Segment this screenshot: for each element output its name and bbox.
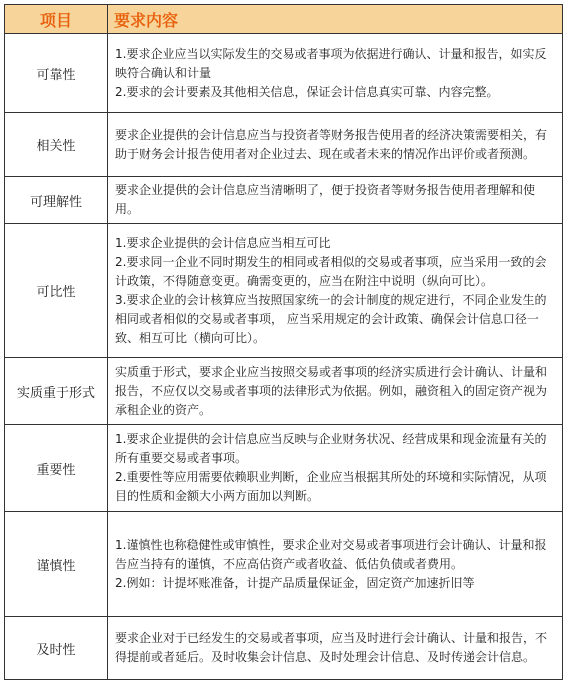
row-content xyxy=(108,34,563,113)
row-label: 及时性 xyxy=(5,617,108,680)
row-content xyxy=(108,113,563,177)
content-line: 3.要求企业的会计核算应当按照国家统一的会计制度的规定进行，不同企业发生的相同或者相似的交易或者事项， 应当采用规定的会计政策、确保会计信息口径一致、相互可比（横向可比）。 xyxy=(115,292,547,345)
table-row xyxy=(5,358,563,425)
content-line: 2.要求的会计要素及其他相关信息，保证会计信息真实可靠、内容完整。 xyxy=(115,84,499,99)
table-row xyxy=(5,512,563,617)
row-label: 可理解性 xyxy=(5,177,108,224)
row-content xyxy=(108,512,563,617)
content-line: 1.谨慎性也称稳健性或审慎性，要求企业对交易或者事项进行会计确认、计量和报告应当持有的谨慎，不应高估资产或者收益、低估负债或者费用。 xyxy=(115,537,547,571)
content-line: 1.要求企业提供的会计信息应当相互可比 xyxy=(115,235,331,250)
row-label: 可靠性 xyxy=(5,34,108,113)
row-label: 实质重于形式 xyxy=(5,358,108,425)
row-label: 谨慎性 xyxy=(5,512,108,617)
row-label: 重要性 xyxy=(5,425,108,512)
content-line: 要求企业提供的会计信息应当与投资者等财务报告使用者的经济决策需要相关，有助于财务会计报告使用者对企业过去、现在或者未来的情况作出评价或者预测。 xyxy=(115,127,548,161)
table-row xyxy=(5,425,563,512)
header-content: 要求内容 xyxy=(108,5,563,34)
row-label: 可比性 xyxy=(5,224,108,358)
content-line: 1.要求企业提供的会计信息应当反映与企业财务状况、经营成果和现金流量有关的所有重要交易或者事项。 xyxy=(115,432,547,465)
table-header-row xyxy=(5,5,563,34)
content-line: 1.要求企业应当以实际发生的交易或者事项为依据进行确认、计量和报告，如实反映符合确认和计量 xyxy=(115,46,547,80)
content-line: 2.重要性等应用需要依赖职业判断，企业应当根据其所处的环境和实际情况，从项目的性质和金额大小两方面加以判断。 xyxy=(115,470,547,503)
accounting-requirements-table xyxy=(4,4,563,680)
row-content xyxy=(108,177,563,224)
row-label: 相关性 xyxy=(5,113,108,177)
content-line: 实质重于形式，要求企业应当按照交易或者事项的经济实质进行会计确认、计量和报告，不应仅以交易或者事项的法律形式为依据。例如，融资租入的固定资产视为承租企业的资产。 xyxy=(115,364,548,417)
content-line: 2.例如：计提坏账准备，计提产品质量保证金，固定资产加速折旧等 xyxy=(115,575,475,590)
content-line: 要求企业对于已经发生的交易或者事项，应当及时进行会计确认、计量和报告，不得提前或者延后。及时收集会计信息、及时处理会计信息、及时传递会计信息。 xyxy=(115,631,548,664)
requirements-table-container xyxy=(4,4,562,680)
table-row xyxy=(5,177,563,224)
row-content xyxy=(108,617,563,680)
content-line: 要求企业提供的会计信息应当清晰明了，便于投资者等财务报告使用者理解和使用。 xyxy=(115,183,536,216)
table-row xyxy=(5,34,563,113)
content-line: 2.要求同一企业不同时期发生的相同或者相似的交易或者事项，应当采用一致的会计政策，不得随意变更。确需变更的，应当在附注中说明（纵向可比）。 xyxy=(115,254,547,288)
table-row xyxy=(5,617,563,680)
row-content xyxy=(108,425,563,512)
row-content xyxy=(108,224,563,358)
table-row xyxy=(5,224,563,358)
row-content xyxy=(108,358,563,425)
header-item: 项目 xyxy=(5,5,108,34)
table-row xyxy=(5,113,563,177)
